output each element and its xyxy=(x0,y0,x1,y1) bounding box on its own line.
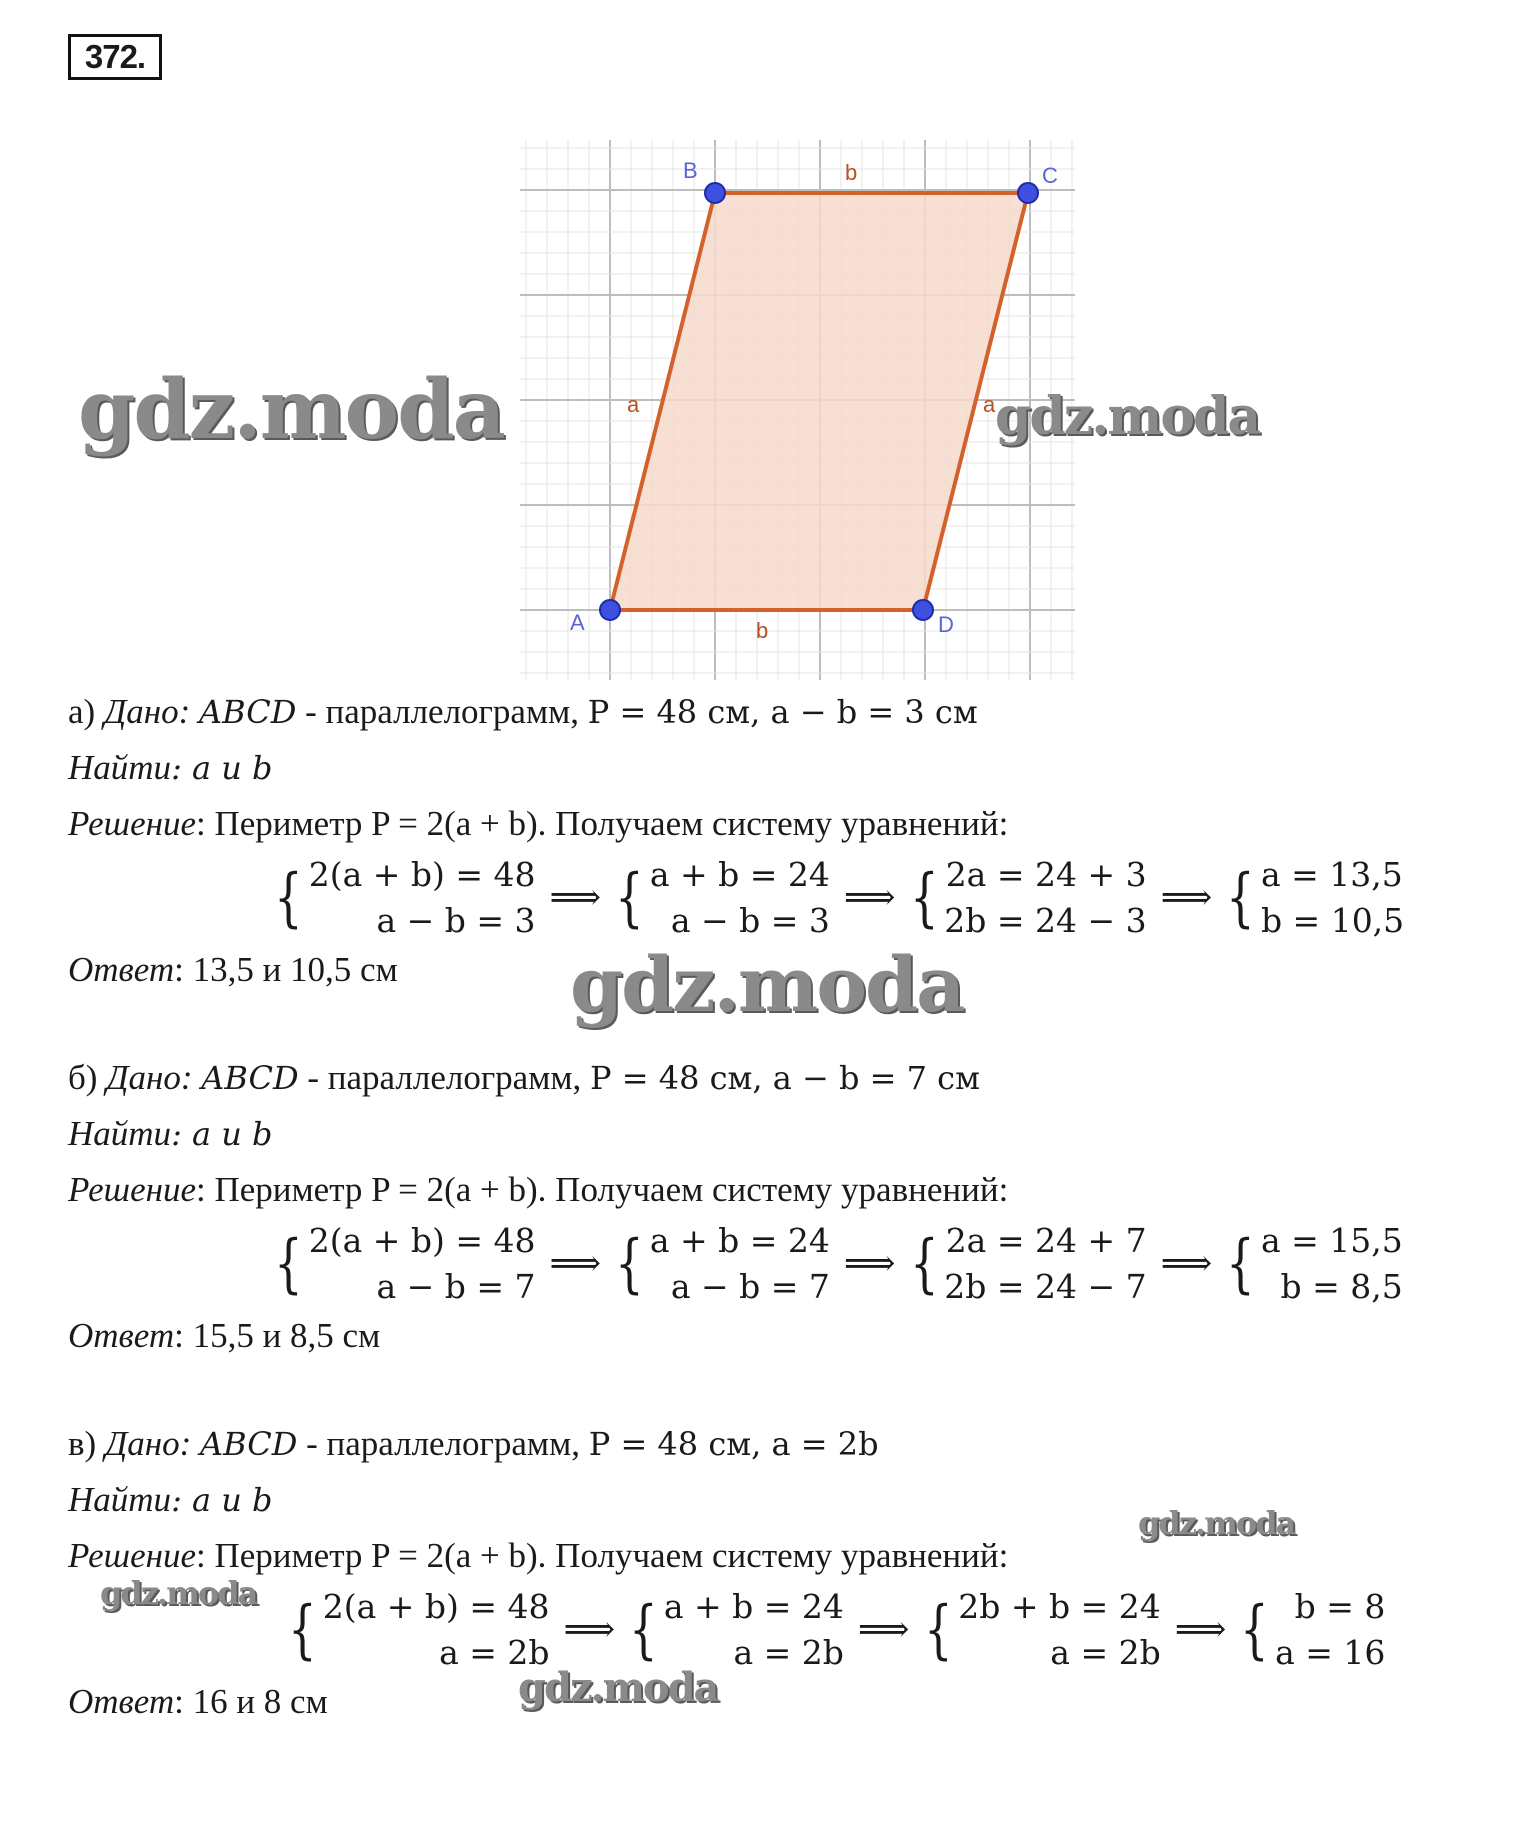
find-value: : a и b xyxy=(171,1115,273,1153)
implies-arrow: ⟹ xyxy=(549,1243,602,1284)
solution-text: : Периметр P = 2(a + b). Получаем систему уравнений: xyxy=(196,1170,1009,1209)
vertex-label-D: D xyxy=(938,612,954,637)
watermark-4: gdz.moda xyxy=(1138,1504,1295,1542)
vertex-label-B: B xyxy=(683,158,698,183)
vertex-label-C: C xyxy=(1042,163,1058,188)
given-cond: P = 48 см, a − b = 3 см xyxy=(587,693,978,731)
problem-number: 372. xyxy=(68,34,162,80)
system-brace: { xyxy=(923,1593,953,1667)
given-text: - параллелограмм, xyxy=(307,1058,582,1097)
system-brace: { xyxy=(909,861,939,935)
point-B xyxy=(705,183,725,203)
equation: 2b + b = 24 xyxy=(958,1587,1161,1626)
equation: 2(a + b) = 48 xyxy=(308,855,536,894)
equation: 2(a + b) = 48 xyxy=(308,1221,536,1260)
equation: a = 16 xyxy=(1275,1633,1386,1672)
point-D xyxy=(913,600,933,620)
system-brace: { xyxy=(1226,861,1255,935)
given-text: - параллелограмм, xyxy=(306,1424,580,1463)
answer-label: Ответ xyxy=(68,1316,175,1355)
watermark-3: gdz.moda xyxy=(570,940,964,1029)
solution-text: : Периметр P = 2(a + b). Получаем систему уравнений: xyxy=(196,804,1009,843)
system-brace: { xyxy=(629,1593,658,1667)
part-letter: б) xyxy=(68,1058,98,1097)
part-b-systems xyxy=(268,1218,1409,1310)
system-brace: { xyxy=(615,1227,644,1301)
find-label: Найти xyxy=(68,748,172,787)
vertex-label-A: A xyxy=(570,610,585,635)
part-letter: а) xyxy=(68,692,96,731)
side-label-right: a xyxy=(983,392,996,417)
answer-value: : 13,5 и 10,5 см xyxy=(174,950,398,989)
part-b-find xyxy=(68,1114,273,1154)
system-brace: { xyxy=(615,861,644,935)
side-label-bottom: b xyxy=(756,618,769,643)
watermark-1: gdz.moda xyxy=(78,362,504,458)
part-a-solution xyxy=(68,804,1008,844)
equation: a − b = 7 xyxy=(670,1267,830,1306)
equation: a = 13,5 xyxy=(1260,855,1403,894)
equation: a − b = 3 xyxy=(376,901,536,940)
side-label-left: a xyxy=(627,392,640,417)
equation: 2a = 24 + 7 xyxy=(945,1221,1147,1260)
system-brace: { xyxy=(274,1227,303,1301)
equation: b = 8 xyxy=(1294,1587,1386,1626)
part-letter: в) xyxy=(68,1424,97,1463)
equation: a − b = 3 xyxy=(670,901,830,940)
point-C xyxy=(1018,183,1038,203)
part-c-solution xyxy=(68,1536,1008,1576)
equation: a = 2b xyxy=(733,1633,844,1672)
solution-text: : Периметр P = 2(a + b). Получаем систему уравнений: xyxy=(196,1536,1009,1575)
equation: a = 2b xyxy=(1050,1633,1161,1672)
given-cond: P = 48 см, a = 2b xyxy=(588,1425,879,1463)
equation: b = 8,5 xyxy=(1280,1267,1403,1306)
part-a-answer xyxy=(68,950,398,990)
equation: 2b = 24 − 3 xyxy=(944,901,1147,940)
answer-label: Ответ xyxy=(68,1682,175,1721)
solution-label: Решение xyxy=(68,1170,197,1209)
solution-label: Решение xyxy=(68,804,197,843)
part-c-answer xyxy=(68,1682,328,1722)
system-brace: { xyxy=(909,1227,939,1301)
system-brace: { xyxy=(288,1593,317,1667)
equation: 2b = 24 − 7 xyxy=(944,1267,1147,1306)
side-label-top: b xyxy=(845,160,858,185)
find-label: Найти xyxy=(68,1480,172,1519)
part-a-given xyxy=(68,692,978,732)
find-value: : a и b xyxy=(171,749,273,787)
implies-arrow: ⟹ xyxy=(549,877,602,918)
system-brace: { xyxy=(1240,1593,1269,1667)
find-label: Найти xyxy=(68,1114,172,1153)
equation: a − b = 7 xyxy=(376,1267,536,1306)
answer-label: Ответ xyxy=(68,950,175,989)
part-b-solution xyxy=(68,1170,1008,1210)
implies-arrow: ⟹ xyxy=(843,877,896,918)
equation: 2(a + b) = 48 xyxy=(322,1587,550,1626)
system-brace: { xyxy=(274,861,303,935)
part-c-find xyxy=(68,1480,273,1520)
equation: a = 15,5 xyxy=(1260,1221,1403,1260)
given-math: ABCD xyxy=(199,693,297,731)
given-label: Дано: xyxy=(106,1058,193,1097)
given-text: - параллелограмм, xyxy=(305,692,579,731)
given-math: ABCD xyxy=(201,1059,299,1097)
find-value: : a и b xyxy=(171,1481,273,1519)
watermark-5: gdz.moda xyxy=(100,1574,257,1612)
given-label: Дано: xyxy=(103,692,191,731)
implies-arrow: ⟹ xyxy=(1174,1609,1227,1650)
equation: a + b = 24 xyxy=(649,1221,830,1260)
part-c-given xyxy=(68,1424,879,1464)
part-b-given xyxy=(68,1058,980,1098)
given-cond: P = 48 см, a − b = 7 см xyxy=(590,1059,980,1097)
solution-label: Решение xyxy=(68,1536,197,1575)
watermark-2: gdz.moda xyxy=(995,386,1260,447)
part-a-systems xyxy=(268,852,1410,944)
equation: b = 10,5 xyxy=(1260,901,1405,940)
implies-arrow: ⟹ xyxy=(1160,1243,1213,1284)
equation: a + b = 24 xyxy=(649,855,830,894)
watermark-6: gdz.moda xyxy=(518,1664,718,1711)
answer-value: : 16 и 8 см xyxy=(174,1682,328,1721)
implies-arrow: ⟹ xyxy=(857,1609,910,1650)
given-math: ABCD xyxy=(199,1425,298,1463)
answer-value: : 15,5 и 8,5 см xyxy=(174,1316,381,1355)
part-b-answer xyxy=(68,1316,380,1356)
given-label: Дано: xyxy=(104,1424,192,1463)
system-brace: { xyxy=(1226,1227,1255,1301)
point-A xyxy=(600,600,620,620)
equation: a + b = 24 xyxy=(663,1587,844,1626)
implies-arrow: ⟹ xyxy=(563,1609,616,1650)
equation: 2a = 24 + 3 xyxy=(945,855,1147,894)
implies-arrow: ⟹ xyxy=(1160,877,1213,918)
part-c-systems xyxy=(282,1584,1391,1676)
implies-arrow: ⟹ xyxy=(843,1243,896,1284)
part-a-find xyxy=(68,748,273,788)
equation: a = 2b xyxy=(439,1633,550,1672)
